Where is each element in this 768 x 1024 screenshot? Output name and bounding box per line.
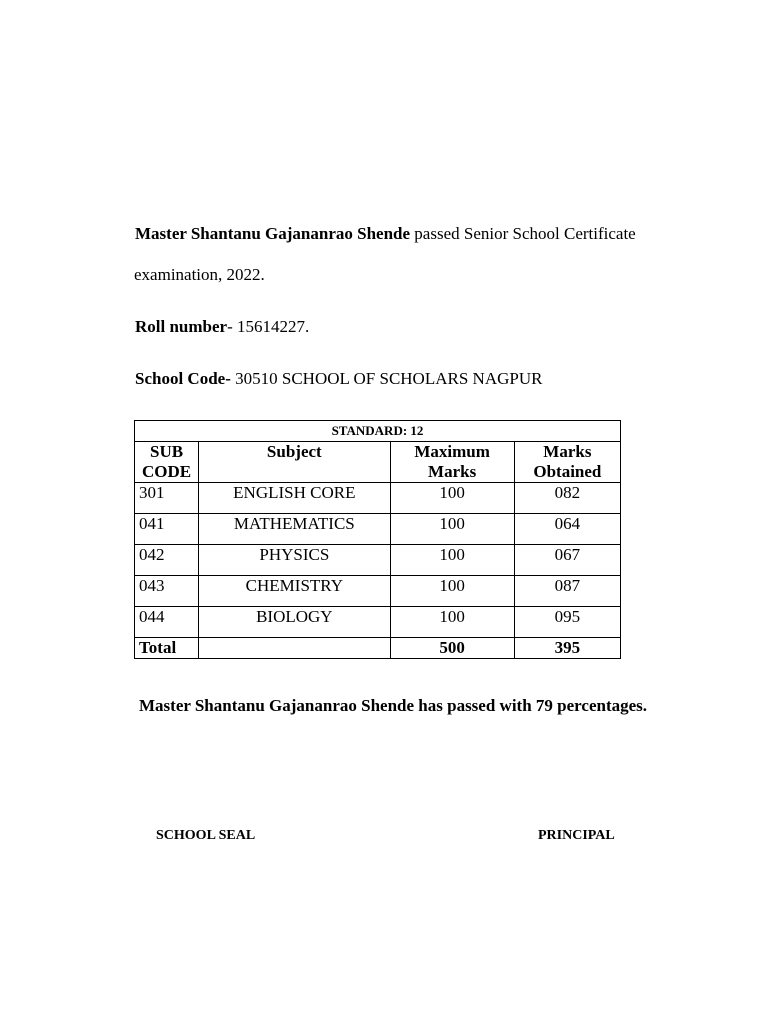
total-subject — [199, 638, 390, 659]
subject-name: PHYSICS — [199, 545, 390, 576]
roll-number-value: - 15614227. — [227, 317, 310, 336]
marks-obtained: 095 — [514, 607, 620, 638]
subject-name: BIOLOGY — [199, 607, 390, 638]
table-header-row — [135, 442, 621, 483]
certificate-line-1 — [135, 224, 636, 244]
marks-obtained: 067 — [514, 545, 620, 576]
header-sub-code: SUB CODE — [135, 442, 199, 483]
total-maximum-marks: 500 — [390, 638, 514, 659]
table-row — [135, 483, 621, 514]
student-name: Master Shantanu Gajananrao Shende — [135, 224, 411, 243]
result-statement: Master Shantanu Gajananrao Shende has passed with 79 percentages. — [139, 696, 648, 715]
school-seal-label: SCHOOL SEAL — [156, 828, 256, 843]
school-code-value: 30510 SCHOOL OF SCHOLARS NAGPUR — [230, 369, 543, 388]
school-code-line — [135, 369, 542, 389]
table-row — [135, 514, 621, 545]
marks-table — [134, 420, 621, 659]
certificate-line-2: examination, 2022. — [134, 265, 265, 284]
total-label: Total — [135, 638, 199, 659]
sub-code: 044 — [135, 607, 199, 638]
roll-number-label: Roll number — [135, 317, 228, 336]
header-marks-obtained: Marks Obtained — [514, 442, 620, 483]
maximum-marks: 100 — [390, 576, 514, 607]
table-row — [135, 545, 621, 576]
header-subject: Subject — [199, 442, 390, 483]
marks-obtained: 064 — [514, 514, 620, 545]
maximum-marks: 100 — [390, 607, 514, 638]
header-maximum-marks: Maximum Marks — [390, 442, 514, 483]
standard-heading: STANDARD: 12 — [135, 421, 621, 442]
school-code-label: School Code- — [135, 369, 231, 388]
table-row — [135, 607, 621, 638]
sub-code: 042 — [135, 545, 199, 576]
marks-obtained: 087 — [514, 576, 620, 607]
sub-code: 041 — [135, 514, 199, 545]
total-row — [135, 638, 621, 659]
total-marks-obtained: 395 — [514, 638, 620, 659]
marks-obtained: 082 — [514, 483, 620, 514]
subject-name: ENGLISH CORE — [199, 483, 390, 514]
roll-number-line — [135, 317, 309, 337]
sub-code: 301 — [135, 483, 199, 514]
principal-label: PRINCIPAL — [538, 828, 615, 843]
maximum-marks: 100 — [390, 483, 514, 514]
maximum-marks: 100 — [390, 545, 514, 576]
table-row — [135, 576, 621, 607]
subject-name: CHEMISTRY — [199, 576, 390, 607]
maximum-marks: 100 — [390, 514, 514, 545]
certificate-text: passed Senior School Certificate — [410, 224, 636, 243]
sub-code: 043 — [135, 576, 199, 607]
subject-name: MATHEMATICS — [199, 514, 390, 545]
